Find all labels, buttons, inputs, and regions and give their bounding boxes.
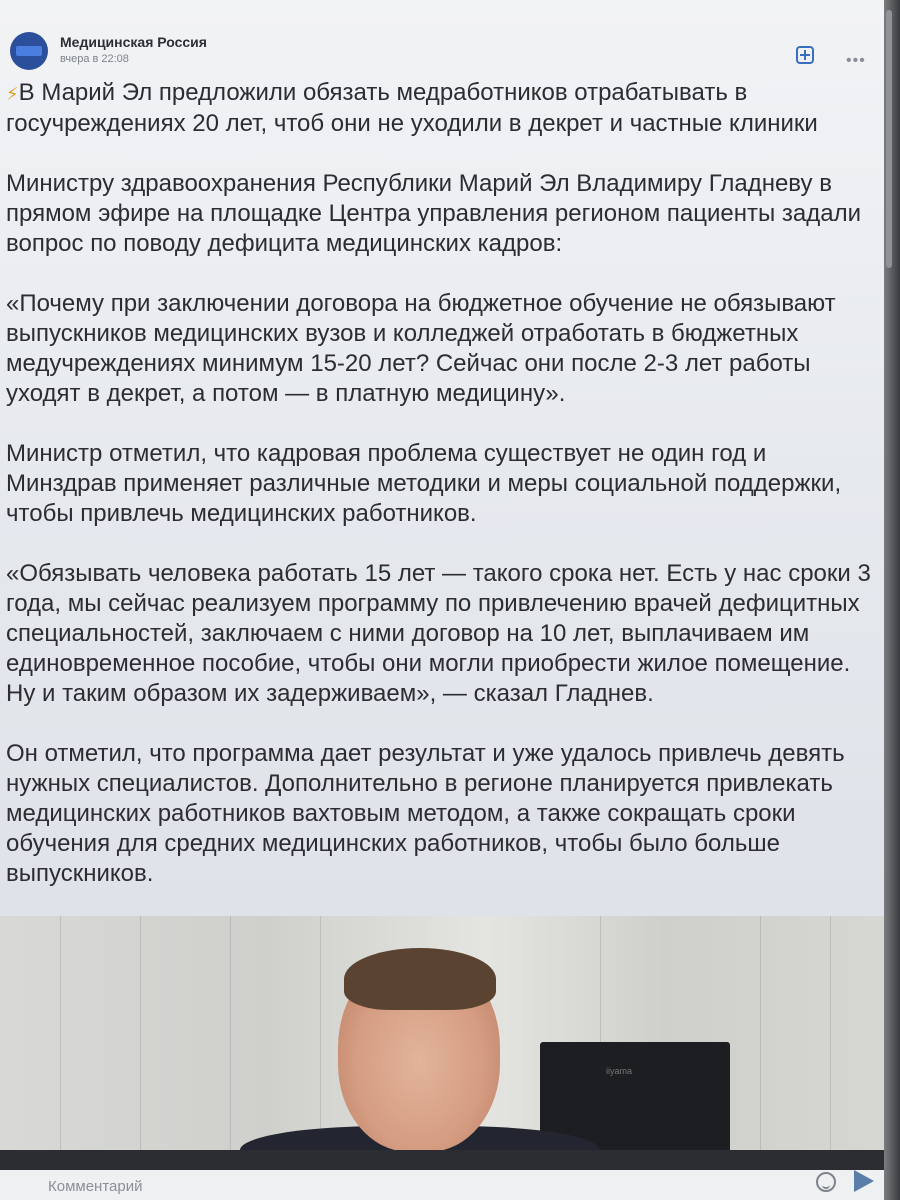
post-photo[interactable] bbox=[0, 916, 884, 1170]
wall-panel bbox=[60, 916, 61, 1170]
paragraph: Министр отметил, что кадровая проблема существует не один год и Минздрав применяет различные методики и меры социальной поддержки, чтобы привлечь медицинских работников. bbox=[6, 440, 842, 527]
post-time[interactable]: вчера в 22:08 bbox=[60, 53, 129, 65]
emoji-icon[interactable] bbox=[816, 1172, 836, 1192]
post-text bbox=[6, 78, 876, 919]
desk bbox=[0, 1150, 884, 1170]
paragraph: «Обязывать человека работать 15 лет — такого срока нет. Есть у нас сроки 3 года, мы сейчас реализуем программу по привлечению врачей дефицитных специальностей, заключаем с ними договор на 10 лет, выплачиваем им единовременное пособие, чтобы они могли приобрести жилое помещение. Ну и таким образом их задерживаем», — сказал Гладнев. bbox=[6, 560, 871, 707]
monitor-brand: iiyama bbox=[606, 1066, 633, 1076]
paragraph: Он отметил, что программа дает результат и уже удалось привлечь девять нужных специалистов. Дополнительно в регионе планируется привлекать медицинских работников вахтовым методом, а также сокращать сроки обучения для средних медицинских работников, чтобы было больше выпускников. bbox=[6, 740, 845, 887]
post-header bbox=[0, 28, 884, 78]
add-icon[interactable] bbox=[796, 46, 814, 64]
person-hair bbox=[344, 948, 496, 1010]
publisher-name[interactable]: Медицинская Россия bbox=[60, 34, 207, 50]
comment-input[interactable]: Комментарий bbox=[48, 1178, 143, 1195]
publisher-logo bbox=[16, 46, 42, 56]
lightning-icon: ⚡ bbox=[6, 84, 19, 104]
scrollbar[interactable] bbox=[886, 10, 892, 268]
paragraph: Министру здравоохранения Республики Марий Эл Владимиру Гладневу в прямом эфире на площадке Центра управления регионом пациенты задали вопрос по поводу дефицита медицинских кадров: bbox=[6, 170, 861, 257]
send-icon[interactable] bbox=[854, 1170, 874, 1192]
wall-panel bbox=[230, 916, 231, 1170]
headline-text: В Марий Эл предложили обязать медработников отрабатывать в госучреждениях 20 лет, чтоб они не уходили в декрет и частные клиники bbox=[6, 79, 818, 137]
more-icon[interactable]: ••• bbox=[846, 52, 866, 69]
wall-panel bbox=[760, 916, 761, 1170]
paragraph: «Почему при заключении договора на бюджетное обучение не обязывают выпускников медицинских вузов и колледжей отработать в бюджетных медучреждениях минимум 15-20 лет? Сейчас они после 2-3 лет работы уходят в декрет, а потом — в платную медицину». bbox=[6, 290, 836, 407]
post-headline bbox=[6, 78, 876, 139]
wall-panel bbox=[830, 916, 831, 1170]
publisher-avatar[interactable] bbox=[10, 32, 48, 70]
wall-panel bbox=[140, 916, 141, 1170]
